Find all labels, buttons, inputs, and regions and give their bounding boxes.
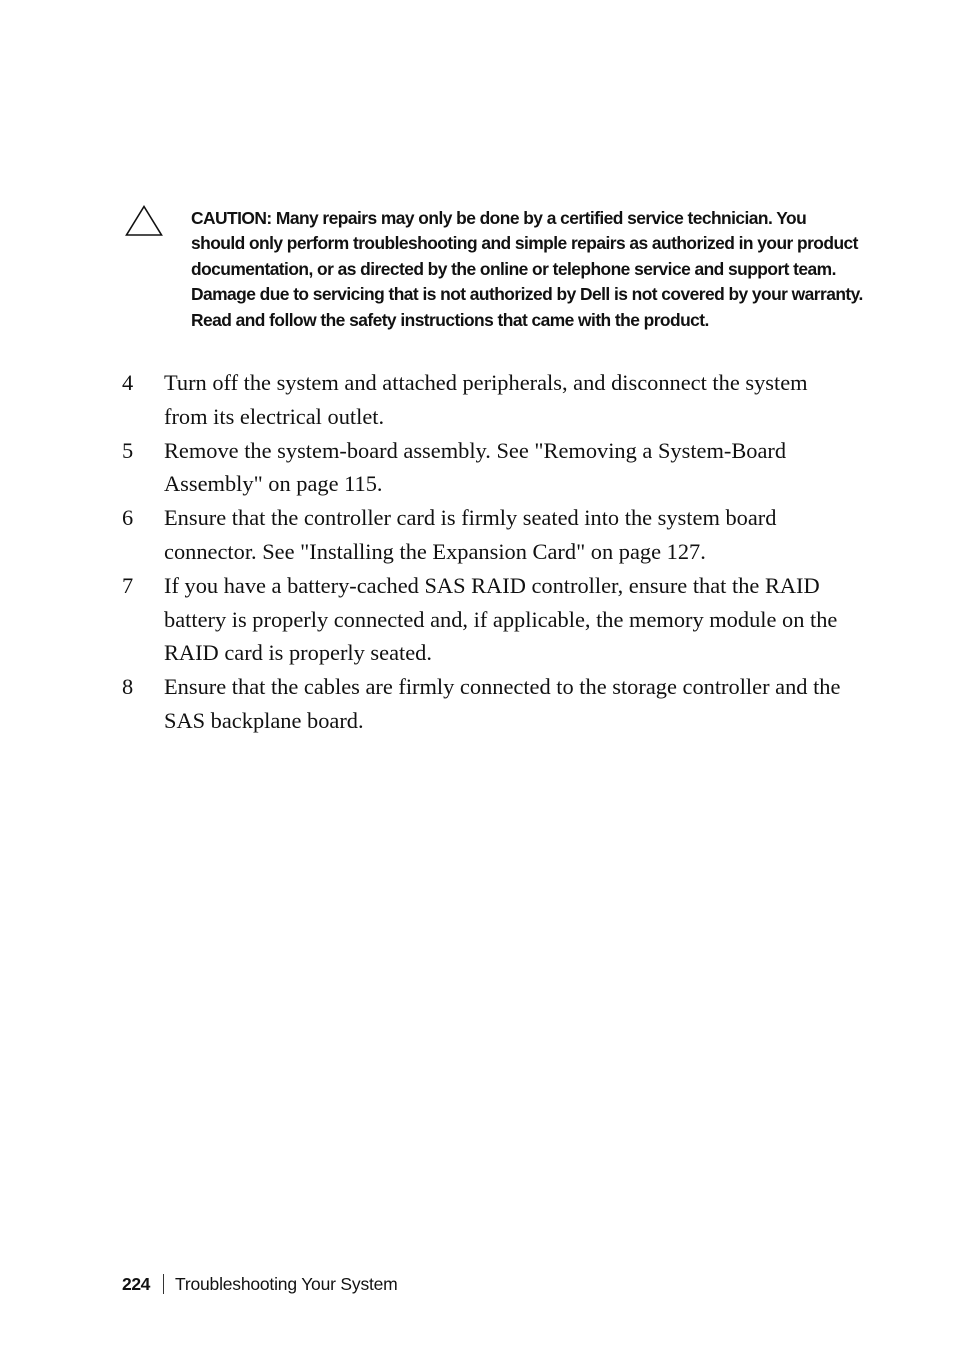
step-text: Turn off the system and attached peripherals, and disconnect the system from its electrical outlet. (164, 370, 808, 429)
step-item (122, 569, 842, 670)
procedure-steps (122, 366, 842, 738)
page-footer (122, 1272, 398, 1296)
step-number: 4 (122, 370, 134, 395)
step-number: 5 (122, 437, 134, 463)
step-item (122, 670, 842, 738)
page-number: 224 (122, 1273, 150, 1294)
step-text: Ensure that the cables are firmly connected to the storage controller and the SAS backplane board. (164, 674, 841, 733)
footer-divider (163, 1274, 164, 1294)
warning-triangle-icon (124, 204, 164, 238)
step-item (122, 501, 842, 569)
step-text: Remove the system-board assembly. See "Removing a System-Board Assembly" on page 115. (164, 437, 787, 497)
step-number: 8 (122, 674, 134, 700)
step-item (122, 434, 842, 502)
step-number: 7 (122, 572, 134, 598)
step-text: If you have a battery-cached SAS RAID controller, ensure that the RAID battery is properly connected and, if applicable, the memory module on the RAID card is properly seated. (164, 572, 838, 666)
step-number: 6 (122, 505, 134, 531)
step-item (122, 366, 842, 434)
caution-text: CAUTION: Many repairs may only be done by a certified service technician. You should only perform troubleshooting and simple repairs as authorized in your product documentation, or as directed by the online or telephone service and support team. Damage due to servicing that is not authorized by Dell is not covered by your warranty. Read and follow the safety instructions that came with the product. (191, 208, 863, 330)
step-text: Ensure that the controller card is firmly seated into the system board connector. See "Installing the Expansion Card" on page 127. (164, 505, 777, 564)
footer-section-title: Troubleshooting Your System (175, 1273, 398, 1294)
